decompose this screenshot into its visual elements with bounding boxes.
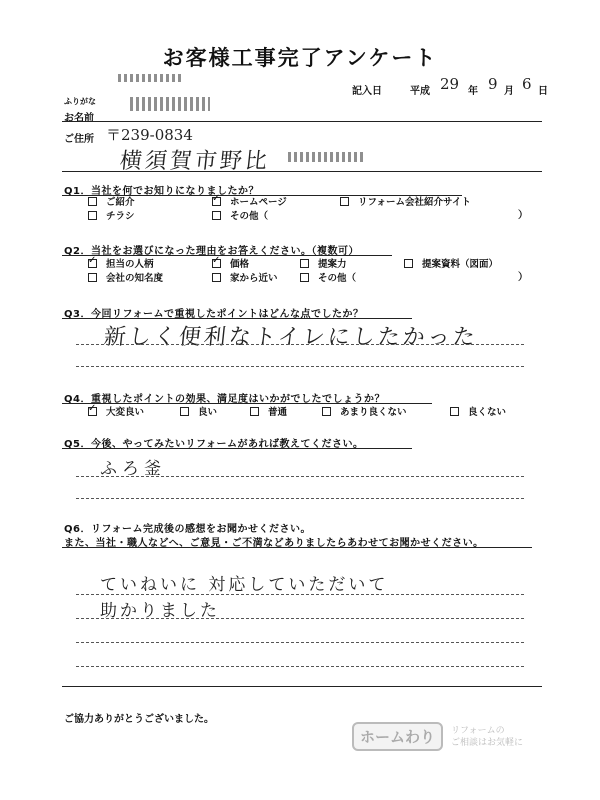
company-stamp — [352, 722, 523, 751]
checkbox[interactable] — [322, 407, 331, 416]
q2-option-reputation[interactable]: 会社の知名度 — [88, 270, 163, 284]
checkbox[interactable] — [88, 197, 97, 206]
q1-option-homepage[interactable]: ✓ ホームページ — [212, 194, 287, 208]
checkbox[interactable] — [212, 211, 221, 220]
q4-option-not-good[interactable]: あまり良くない — [322, 404, 407, 418]
checkbox[interactable] — [450, 407, 459, 416]
stamp-sub-2: ご相談はお気軽に — [451, 737, 524, 748]
checkbox[interactable] — [340, 197, 349, 206]
q3-answer-line — [76, 344, 524, 345]
checkbox-checked[interactable] — [88, 259, 97, 268]
year-value: 29 — [440, 75, 460, 93]
checkbox[interactable] — [88, 273, 97, 282]
q1-option-flyer[interactable]: チラシ — [88, 208, 135, 222]
q3-answer: 新しく便利なトイレにしたかった — [102, 325, 480, 350]
q5-question: Q5．今後、やってみたいリフォームがあれば教えてください。 — [64, 439, 364, 450]
q6-question-2: また、当社・職人などへ、ご意見・ご不満などありましたらあわせてお聞かせください。 — [64, 538, 484, 549]
stamp-logo: ホームわり — [352, 722, 443, 751]
thanks-text: ご協力ありがとうございました。 — [64, 714, 214, 725]
q6-answer-line-1: ていねいに 対応していただいて — [100, 575, 389, 595]
stamp-sub-1: リフォームの — [451, 725, 505, 736]
month-suffix: 月 — [504, 86, 514, 97]
q1-option-other[interactable]: その他（ — [212, 208, 268, 222]
q2-option-price[interactable]: ✓ 価格 — [212, 256, 249, 270]
bottom-rule — [62, 686, 542, 687]
furigana-redacted — [118, 74, 182, 82]
checkbox-checked[interactable] — [88, 407, 97, 416]
q2-option-proposal[interactable]: 提案力 — [300, 256, 347, 270]
checkbox[interactable] — [404, 259, 413, 268]
checkbox[interactable] — [250, 407, 259, 416]
q6-answer-line-2: 助かりました — [100, 601, 220, 621]
q3-underline — [62, 318, 412, 319]
q5-answer-line — [76, 498, 524, 499]
month-value: 9 — [488, 75, 498, 93]
q1-other-close: ） — [518, 210, 528, 221]
name-label: お名前 — [64, 113, 94, 124]
q1-option-referral-site[interactable]: リフォーム会社紹介サイト — [340, 194, 471, 208]
q6-underline — [62, 547, 532, 548]
form-title: お客様工事完了アンケート — [162, 46, 438, 70]
q5-answer-line — [76, 476, 524, 477]
q1-question: Q1．当社を何でお知りになりましたか？ — [64, 186, 259, 197]
q6-answer-line — [76, 666, 524, 667]
era-label: 平成 — [410, 86, 430, 97]
checkbox[interactable] — [180, 407, 189, 416]
day-suffix: 日 — [538, 86, 548, 97]
checkbox[interactable] — [212, 273, 221, 282]
q2-option-other[interactable]: その他（ — [300, 270, 356, 284]
checkbox-checked[interactable] — [212, 259, 221, 268]
q6-answer-line — [76, 618, 524, 619]
address-label: ご住所 — [64, 134, 94, 145]
name-rule — [62, 121, 542, 122]
q6-question: Q6．リフォーム完成後の感想をお聞かせください。 — [64, 524, 311, 535]
date-label: 記入日 — [352, 86, 382, 97]
q5-underline — [62, 448, 412, 449]
address-rule — [62, 171, 542, 172]
q2-option-materials[interactable]: 提案資料（図面） — [404, 256, 498, 270]
address-redacted — [288, 152, 364, 162]
q4-option-bad[interactable]: 良くない — [450, 404, 506, 418]
q2-option-personality[interactable]: ✓ 担当の人柄 — [88, 256, 154, 270]
day-value: 6 — [522, 75, 532, 93]
q3-answer-line — [76, 366, 524, 367]
q5-answer: ふろ釜 — [100, 459, 166, 479]
address-handwritten: 横須賀市野比 — [118, 149, 272, 174]
checkbox[interactable] — [88, 211, 97, 220]
q3-question: Q3．今回リフォームで重視したポイントはどんな点でしたか？ — [64, 309, 364, 320]
q2-option-nearby[interactable]: 家から近い — [212, 270, 278, 284]
year-suffix: 年 — [468, 86, 478, 97]
furigana-label: ふりがな — [64, 97, 96, 106]
q4-question: Q4．重視したポイントの効果、満足度はいかがでしたでしょうか？ — [64, 394, 385, 405]
q4-option-very-good[interactable]: ✓ 大変良い — [88, 404, 144, 418]
q2-question: Q2．当社をお選びになった理由をお答えください。（複数可） — [64, 246, 359, 257]
postal-code: 〒239-0834 — [106, 126, 193, 144]
q2-other-close: ） — [518, 272, 528, 283]
checkbox[interactable] — [300, 273, 309, 282]
q6-answer-line — [76, 642, 524, 643]
name-redacted — [130, 97, 210, 111]
checkbox[interactable] — [300, 259, 309, 268]
q1-option-referral[interactable]: ご紹介 — [88, 194, 135, 208]
q6-answer-line — [76, 594, 524, 595]
checkbox-checked[interactable] — [212, 197, 221, 206]
q4-option-good[interactable]: 良い — [180, 404, 217, 418]
q4-option-normal[interactable]: 普通 — [250, 404, 287, 418]
